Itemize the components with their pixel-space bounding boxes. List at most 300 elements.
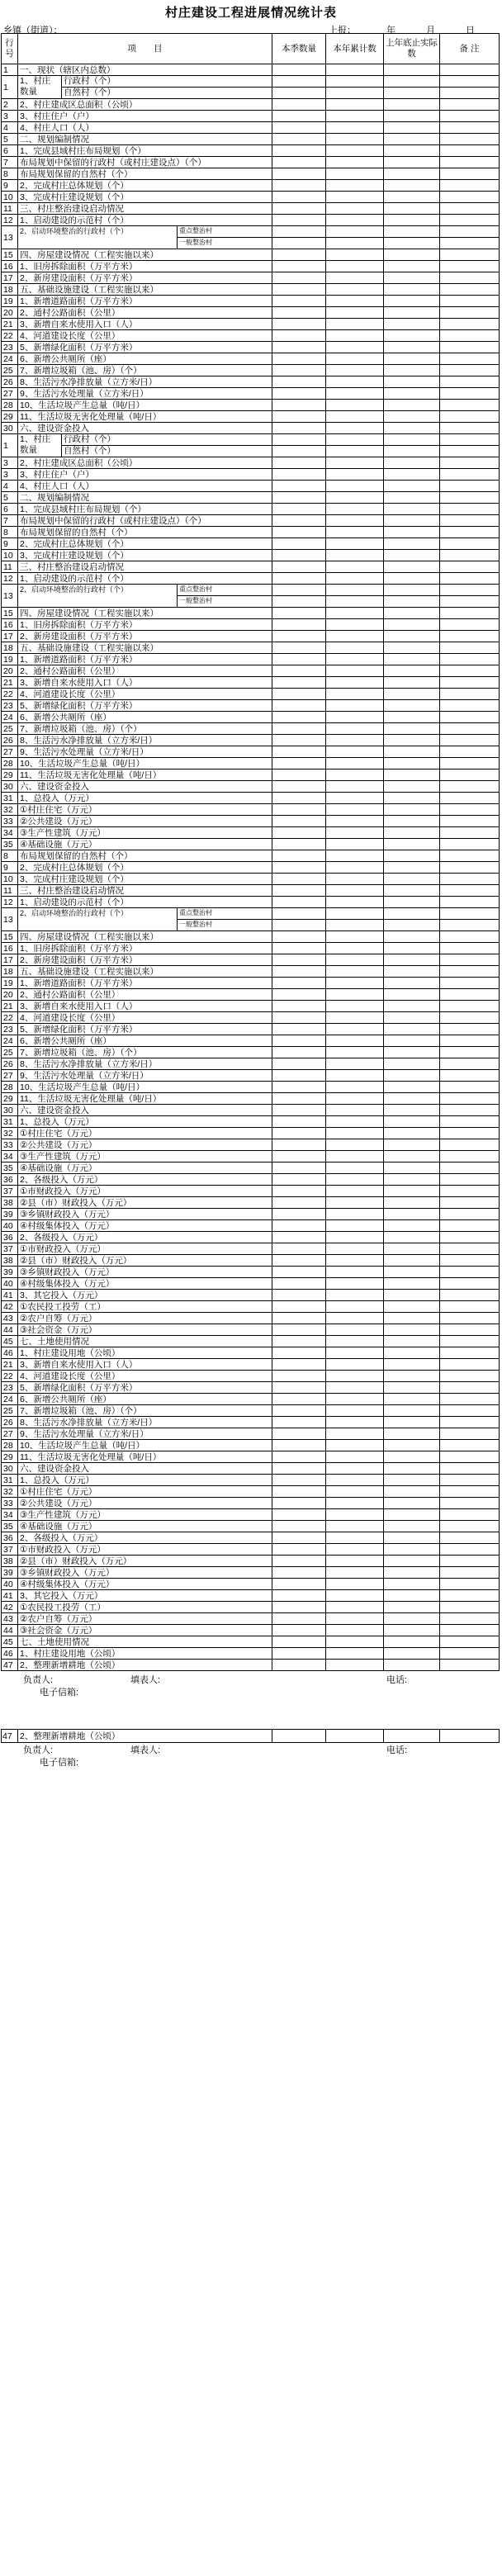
value-cell[interactable] — [440, 1116, 500, 1128]
value-cell[interactable] — [272, 261, 326, 272]
value-cell[interactable] — [326, 284, 384, 296]
value-cell[interactable] — [384, 1012, 440, 1024]
value-cell[interactable] — [272, 64, 326, 76]
value-cell[interactable] — [384, 122, 440, 134]
value-cell[interactable] — [384, 677, 440, 689]
value-cell[interactable] — [272, 850, 326, 862]
value-cell[interactable] — [272, 1730, 326, 1743]
value-cell[interactable] — [272, 527, 326, 538]
value-cell[interactable] — [440, 596, 500, 608]
value-cell[interactable] — [440, 816, 500, 827]
value-cell[interactable] — [384, 400, 440, 411]
value-cell[interactable] — [326, 376, 384, 388]
value-cell[interactable] — [384, 1440, 440, 1451]
value-cell[interactable] — [440, 642, 500, 654]
value-cell[interactable] — [272, 1105, 326, 1116]
value-cell[interactable] — [384, 1209, 440, 1220]
value-cell[interactable] — [384, 423, 440, 434]
value-cell[interactable] — [272, 215, 326, 226]
value-cell[interactable] — [326, 423, 384, 434]
value-cell[interactable] — [326, 1243, 384, 1255]
value-cell[interactable] — [384, 1613, 440, 1625]
value-cell[interactable] — [440, 573, 500, 585]
value-cell[interactable] — [440, 1613, 500, 1625]
value-cell[interactable] — [272, 781, 326, 793]
value-cell[interactable] — [440, 296, 500, 307]
value-cell[interactable] — [326, 1730, 384, 1743]
value-cell[interactable] — [384, 1382, 440, 1394]
value-cell[interactable] — [440, 897, 500, 908]
value-cell[interactable] — [440, 1347, 500, 1359]
value-cell[interactable] — [272, 758, 326, 769]
value-cell[interactable] — [326, 1336, 384, 1347]
value-cell[interactable] — [272, 1024, 326, 1035]
value-cell[interactable] — [272, 388, 326, 400]
value-cell[interactable] — [272, 1428, 326, 1440]
value-cell[interactable] — [326, 1417, 384, 1428]
value-cell[interactable] — [272, 1602, 326, 1613]
value-cell[interactable] — [326, 1139, 384, 1151]
value-cell[interactable] — [440, 1278, 500, 1290]
value-cell[interactable] — [440, 492, 500, 504]
value-cell[interactable] — [384, 1648, 440, 1660]
value-cell[interactable] — [326, 64, 384, 76]
value-cell[interactable] — [326, 596, 384, 608]
value-cell[interactable] — [326, 885, 384, 897]
value-cell[interactable] — [272, 989, 326, 1001]
value-cell[interactable] — [384, 1243, 440, 1255]
value-cell[interactable] — [272, 1336, 326, 1347]
value-cell[interactable] — [384, 1486, 440, 1498]
value-cell[interactable] — [384, 1255, 440, 1267]
value-cell[interactable] — [326, 677, 384, 689]
value-cell[interactable] — [326, 388, 384, 400]
value-cell[interactable] — [326, 1590, 384, 1602]
value-cell[interactable] — [384, 1290, 440, 1301]
value-cell[interactable] — [272, 168, 326, 180]
value-cell[interactable] — [272, 134, 326, 145]
value-cell[interactable] — [384, 515, 440, 527]
value-cell[interactable] — [384, 296, 440, 307]
value-cell[interactable] — [384, 215, 440, 226]
value-cell[interactable] — [272, 1151, 326, 1163]
value-cell[interactable] — [384, 353, 440, 365]
value-cell[interactable] — [440, 804, 500, 816]
value-cell[interactable] — [272, 157, 326, 168]
value-cell[interactable] — [440, 365, 500, 376]
value-cell[interactable] — [384, 585, 440, 596]
value-cell[interactable] — [440, 64, 500, 76]
value-cell[interactable] — [272, 1093, 326, 1105]
value-cell[interactable] — [384, 897, 440, 908]
value-cell[interactable] — [272, 504, 326, 515]
value-cell[interactable] — [440, 192, 500, 203]
value-cell[interactable] — [440, 1509, 500, 1521]
value-cell[interactable] — [326, 573, 384, 585]
value-cell[interactable] — [440, 1139, 500, 1151]
value-cell[interactable] — [272, 492, 326, 504]
value-cell[interactable] — [440, 1417, 500, 1428]
value-cell[interactable] — [272, 908, 326, 920]
value-cell[interactable] — [272, 1278, 326, 1290]
value-cell[interactable] — [384, 619, 440, 631]
value-cell[interactable] — [272, 1567, 326, 1579]
value-cell[interactable] — [440, 1579, 500, 1590]
value-cell[interactable] — [440, 723, 500, 735]
value-cell[interactable] — [326, 1255, 384, 1267]
value-cell[interactable] — [272, 793, 326, 804]
value-cell[interactable] — [272, 1579, 326, 1590]
value-cell[interactable] — [384, 1070, 440, 1082]
value-cell[interactable] — [384, 330, 440, 342]
value-cell[interactable] — [384, 874, 440, 885]
value-cell[interactable] — [326, 134, 384, 145]
value-cell[interactable] — [384, 1451, 440, 1463]
value-cell[interactable] — [384, 1532, 440, 1544]
value-cell[interactable] — [384, 365, 440, 376]
value-cell[interactable] — [384, 111, 440, 122]
value-cell[interactable] — [384, 1267, 440, 1278]
value-cell[interactable] — [440, 1660, 500, 1671]
value-cell[interactable] — [440, 1047, 500, 1058]
value-cell[interactable] — [384, 989, 440, 1001]
value-cell[interactable] — [384, 839, 440, 850]
value-cell[interactable] — [272, 1255, 326, 1267]
value-cell[interactable] — [326, 585, 384, 596]
value-cell[interactable] — [326, 434, 384, 446]
value-cell[interactable] — [384, 746, 440, 758]
value-cell[interactable] — [272, 1001, 326, 1012]
value-cell[interactable] — [440, 1405, 500, 1417]
value-cell[interactable] — [272, 966, 326, 978]
value-cell[interactable] — [326, 111, 384, 122]
value-cell[interactable] — [440, 307, 500, 319]
value-cell[interactable] — [272, 631, 326, 642]
value-cell[interactable] — [326, 1636, 384, 1648]
value-cell[interactable] — [272, 1163, 326, 1174]
value-cell[interactable] — [440, 631, 500, 642]
value-cell[interactable] — [440, 700, 500, 712]
value-cell[interactable] — [384, 88, 440, 99]
value-cell[interactable] — [272, 1267, 326, 1278]
value-cell[interactable] — [272, 1660, 326, 1671]
value-cell[interactable] — [384, 1093, 440, 1105]
value-cell[interactable] — [272, 619, 326, 631]
value-cell[interactable] — [326, 839, 384, 850]
value-cell[interactable] — [440, 931, 500, 943]
value-cell[interactable] — [440, 238, 500, 249]
value-cell[interactable] — [384, 1035, 440, 1047]
value-cell[interactable] — [272, 1082, 326, 1093]
value-cell[interactable] — [272, 596, 326, 608]
value-cell[interactable] — [272, 469, 326, 481]
value-cell[interactable] — [326, 215, 384, 226]
value-cell[interactable] — [326, 804, 384, 816]
value-cell[interactable] — [326, 99, 384, 111]
value-cell[interactable] — [384, 850, 440, 862]
value-cell[interactable] — [440, 1475, 500, 1486]
value-cell[interactable] — [272, 457, 326, 469]
value-cell[interactable] — [384, 538, 440, 550]
value-cell[interactable] — [326, 1290, 384, 1301]
value-cell[interactable] — [326, 631, 384, 642]
value-cell[interactable] — [440, 203, 500, 215]
value-cell[interactable] — [272, 561, 326, 573]
value-cell[interactable] — [440, 1440, 500, 1451]
value-cell[interactable] — [326, 689, 384, 700]
value-cell[interactable] — [384, 504, 440, 515]
value-cell[interactable] — [326, 1498, 384, 1509]
value-cell[interactable] — [440, 1544, 500, 1556]
value-cell[interactable] — [384, 1371, 440, 1382]
value-cell[interactable] — [326, 1521, 384, 1532]
value-cell[interactable] — [326, 1579, 384, 1590]
value-cell[interactable] — [440, 550, 500, 561]
value-cell[interactable] — [384, 654, 440, 665]
value-cell[interactable] — [440, 1428, 500, 1440]
value-cell[interactable] — [440, 1625, 500, 1636]
value-cell[interactable] — [326, 908, 384, 920]
value-cell[interactable] — [384, 307, 440, 319]
value-cell[interactable] — [326, 400, 384, 411]
value-cell[interactable] — [326, 550, 384, 561]
value-cell[interactable] — [326, 249, 384, 261]
value-cell[interactable] — [272, 1209, 326, 1220]
value-cell[interactable] — [384, 434, 440, 446]
value-cell[interactable] — [326, 665, 384, 677]
value-cell[interactable] — [384, 492, 440, 504]
value-cell[interactable] — [384, 180, 440, 192]
value-cell[interactable] — [326, 1047, 384, 1058]
value-cell[interactable] — [440, 400, 500, 411]
value-cell[interactable] — [272, 1405, 326, 1417]
value-cell[interactable] — [272, 376, 326, 388]
value-cell[interactable] — [272, 1301, 326, 1313]
value-cell[interactable] — [440, 1730, 500, 1743]
value-cell[interactable] — [384, 665, 440, 677]
value-cell[interactable] — [384, 735, 440, 746]
value-cell[interactable] — [272, 665, 326, 677]
value-cell[interactable] — [326, 1347, 384, 1359]
value-cell[interactable] — [326, 1625, 384, 1636]
value-cell[interactable] — [272, 1035, 326, 1047]
value-cell[interactable] — [326, 538, 384, 550]
value-cell[interactable] — [326, 642, 384, 654]
value-cell[interactable] — [384, 712, 440, 723]
value-cell[interactable] — [384, 1556, 440, 1567]
value-cell[interactable] — [440, 1058, 500, 1070]
value-cell[interactable] — [326, 1509, 384, 1521]
value-cell[interactable] — [326, 816, 384, 827]
value-cell[interactable] — [384, 1186, 440, 1197]
value-cell[interactable] — [440, 1301, 500, 1313]
value-cell[interactable] — [384, 1579, 440, 1590]
value-cell[interactable] — [272, 180, 326, 192]
value-cell[interactable] — [384, 238, 440, 249]
value-cell[interactable] — [384, 1024, 440, 1035]
value-cell[interactable] — [440, 1371, 500, 1382]
value-cell[interactable] — [272, 99, 326, 111]
value-cell[interactable] — [384, 1636, 440, 1648]
value-cell[interactable] — [326, 1024, 384, 1035]
value-cell[interactable] — [326, 1394, 384, 1405]
value-cell[interactable] — [272, 746, 326, 758]
value-cell[interactable] — [384, 1151, 440, 1163]
value-cell[interactable] — [272, 122, 326, 134]
value-cell[interactable] — [326, 1197, 384, 1209]
value-cell[interactable] — [326, 989, 384, 1001]
value-cell[interactable] — [440, 1567, 500, 1579]
value-cell[interactable] — [272, 88, 326, 99]
value-cell[interactable] — [326, 712, 384, 723]
value-cell[interactable] — [326, 226, 384, 238]
value-cell[interactable] — [384, 481, 440, 492]
value-cell[interactable] — [440, 1382, 500, 1394]
value-cell[interactable] — [440, 504, 500, 515]
value-cell[interactable] — [272, 1220, 326, 1232]
value-cell[interactable] — [326, 700, 384, 712]
value-cell[interactable] — [326, 168, 384, 180]
value-cell[interactable] — [272, 1532, 326, 1544]
value-cell[interactable] — [326, 411, 384, 423]
value-cell[interactable] — [440, 1093, 500, 1105]
value-cell[interactable] — [326, 330, 384, 342]
value-cell[interactable] — [272, 827, 326, 839]
value-cell[interactable] — [384, 145, 440, 157]
value-cell[interactable] — [384, 1336, 440, 1347]
value-cell[interactable] — [440, 608, 500, 619]
value-cell[interactable] — [440, 99, 500, 111]
value-cell[interactable] — [440, 469, 500, 481]
value-cell[interactable] — [326, 723, 384, 735]
value-cell[interactable] — [326, 1359, 384, 1371]
value-cell[interactable] — [326, 1209, 384, 1220]
value-cell[interactable] — [384, 1174, 440, 1186]
value-cell[interactable] — [326, 1532, 384, 1544]
value-cell[interactable] — [440, 215, 500, 226]
value-cell[interactable] — [384, 527, 440, 538]
value-cell[interactable] — [440, 515, 500, 527]
value-cell[interactable] — [272, 1116, 326, 1128]
value-cell[interactable] — [272, 1174, 326, 1186]
value-cell[interactable] — [440, 1163, 500, 1174]
value-cell[interactable] — [440, 272, 500, 284]
value-cell[interactable] — [384, 1301, 440, 1313]
value-cell[interactable] — [326, 1186, 384, 1197]
value-cell[interactable] — [440, 1648, 500, 1660]
value-cell[interactable] — [384, 827, 440, 839]
value-cell[interactable] — [272, 538, 326, 550]
value-cell[interactable] — [326, 457, 384, 469]
value-cell[interactable] — [326, 1567, 384, 1579]
value-cell[interactable] — [272, 284, 326, 296]
value-cell[interactable] — [440, 111, 500, 122]
value-cell[interactable] — [384, 862, 440, 874]
value-cell[interactable] — [326, 1058, 384, 1070]
value-cell[interactable] — [326, 1475, 384, 1486]
value-cell[interactable] — [326, 781, 384, 793]
value-cell[interactable] — [384, 1232, 440, 1243]
value-cell[interactable] — [272, 1186, 326, 1197]
value-cell[interactable] — [384, 388, 440, 400]
value-cell[interactable] — [326, 1556, 384, 1567]
value-cell[interactable] — [272, 573, 326, 585]
value-cell[interactable] — [384, 1625, 440, 1636]
value-cell[interactable] — [440, 908, 500, 920]
value-cell[interactable] — [440, 1359, 500, 1371]
value-cell[interactable] — [384, 931, 440, 943]
value-cell[interactable] — [326, 527, 384, 538]
value-cell[interactable] — [384, 1509, 440, 1521]
value-cell[interactable] — [272, 943, 326, 954]
value-cell[interactable] — [272, 1070, 326, 1082]
value-cell[interactable] — [272, 677, 326, 689]
value-cell[interactable] — [440, 920, 500, 931]
value-cell[interactable] — [384, 1602, 440, 1613]
value-cell[interactable] — [440, 1001, 500, 1012]
value-cell[interactable] — [384, 1730, 440, 1743]
value-cell[interactable] — [440, 481, 500, 492]
value-cell[interactable] — [440, 1255, 500, 1267]
value-cell[interactable] — [272, 874, 326, 885]
value-cell[interactable] — [440, 966, 500, 978]
value-cell[interactable] — [272, 1613, 326, 1625]
value-cell[interactable] — [272, 249, 326, 261]
value-cell[interactable] — [272, 1371, 326, 1382]
value-cell[interactable] — [272, 712, 326, 723]
value-cell[interactable] — [384, 793, 440, 804]
value-cell[interactable] — [440, 388, 500, 400]
value-cell[interactable] — [440, 122, 500, 134]
value-cell[interactable] — [440, 1012, 500, 1024]
value-cell[interactable] — [384, 1475, 440, 1486]
value-cell[interactable] — [326, 180, 384, 192]
value-cell[interactable] — [272, 608, 326, 619]
value-cell[interactable] — [384, 573, 440, 585]
value-cell[interactable] — [440, 319, 500, 330]
value-cell[interactable] — [272, 816, 326, 827]
value-cell[interactable] — [440, 654, 500, 665]
value-cell[interactable] — [440, 1313, 500, 1324]
value-cell[interactable] — [440, 665, 500, 677]
value-cell[interactable] — [272, 203, 326, 215]
value-cell[interactable] — [440, 538, 500, 550]
value-cell[interactable] — [384, 1347, 440, 1359]
value-cell[interactable] — [384, 76, 440, 88]
value-cell[interactable] — [326, 238, 384, 249]
value-cell[interactable] — [384, 1324, 440, 1336]
value-cell[interactable] — [272, 723, 326, 735]
value-cell[interactable] — [384, 457, 440, 469]
value-cell[interactable] — [440, 330, 500, 342]
value-cell[interactable] — [384, 1660, 440, 1671]
value-cell[interactable] — [440, 446, 500, 457]
value-cell[interactable] — [440, 1498, 500, 1509]
value-cell[interactable] — [272, 481, 326, 492]
value-cell[interactable] — [384, 804, 440, 816]
value-cell[interactable] — [272, 330, 326, 342]
value-cell[interactable] — [384, 885, 440, 897]
value-cell[interactable] — [384, 1116, 440, 1128]
value-cell[interactable] — [326, 1371, 384, 1382]
value-cell[interactable] — [326, 446, 384, 457]
value-cell[interactable] — [440, 1105, 500, 1116]
value-cell[interactable] — [326, 157, 384, 168]
value-cell[interactable] — [440, 342, 500, 353]
value-cell[interactable] — [440, 954, 500, 966]
value-cell[interactable] — [272, 400, 326, 411]
value-cell[interactable] — [326, 1660, 384, 1671]
